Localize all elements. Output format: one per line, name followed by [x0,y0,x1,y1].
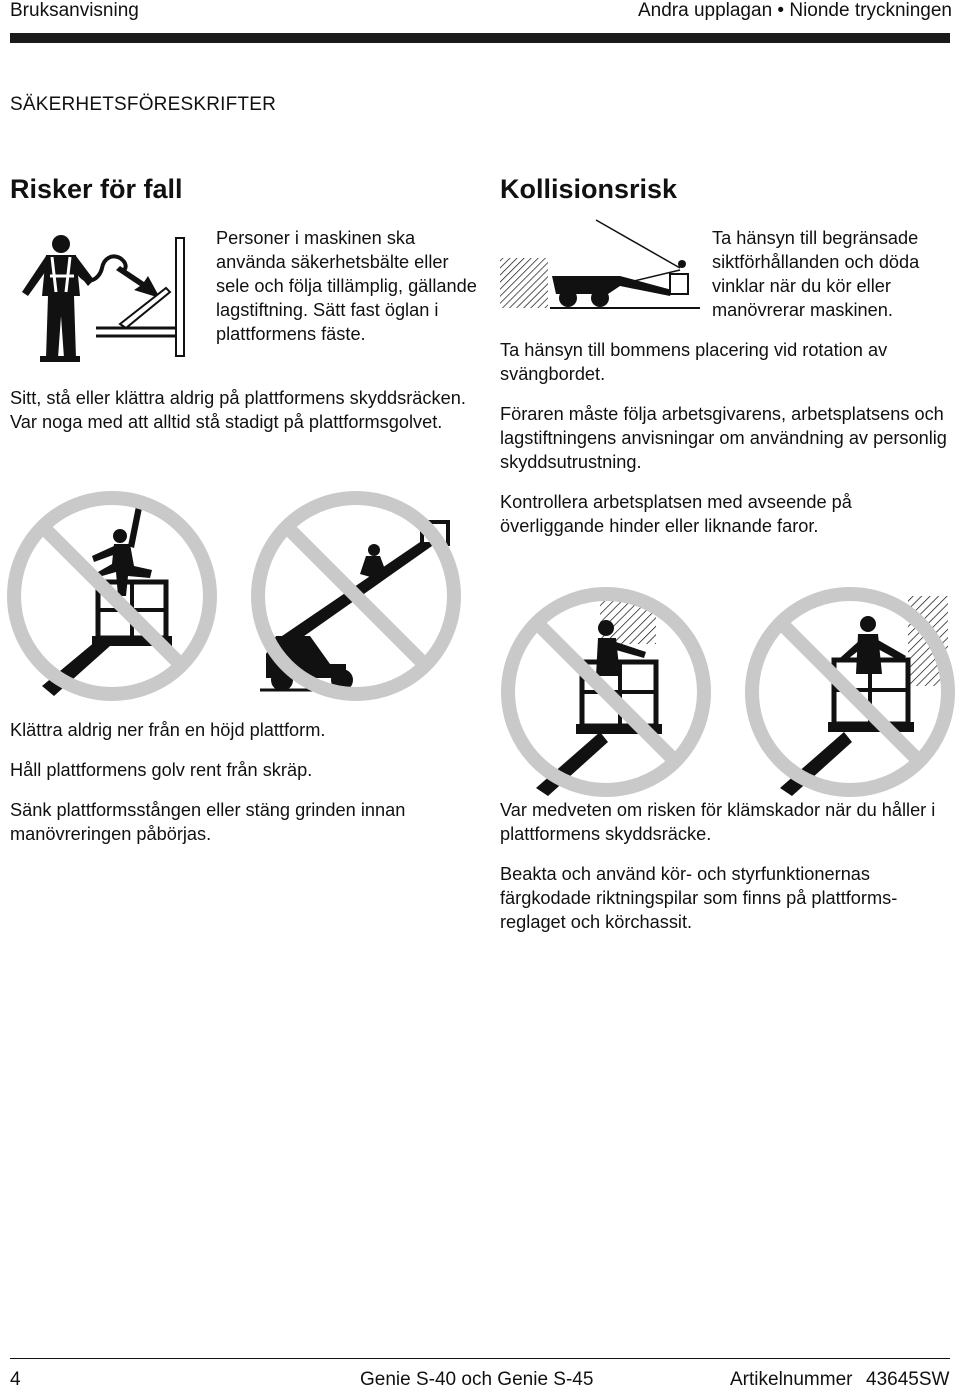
page-number: 4 [10,1369,21,1390]
no-standing-on-railing-icon [2,486,222,706]
rule-no-climbing-down: Klättra aldrig ner från en höjd plattform. [10,720,326,740]
heading-collision-risk: Kollisionsrisk [500,174,678,204]
no-overhead-collision-icon [496,582,716,802]
heading-fall-risk: Risker för fall [10,174,183,204]
header-edition: Andra upplagan • Nionde tryckningen [637,0,952,21]
overhead-hazard-text: Kontrollera arbetsplatsen med avseende på överliggande hinder eller liknande faror. [500,492,852,536]
harness-lanyard-icon [16,228,196,362]
operator-ppe-text: Föraren måste följa arbetsgivarens, arbetsplatsens och lagstiftningens anvisningar om användning av personlig skyddsutrustning. [500,404,947,472]
footer-model: Genie S-40 och Genie S-45 [360,1369,594,1390]
rule-clean-floor: Håll plattformens golv rent från skräp. [10,760,313,780]
footer-part-label: Artikelnummer [730,1369,853,1390]
header-rule [10,33,950,43]
rule-lower-bar: Sänk plattformsstången eller stäng grinden innan manövreringen påbörjas. [10,800,406,844]
crush-hazard-text: Var medveten om risken för klämskador när du håller i plattformens skyddsräcke. [500,800,936,844]
harness-text: Personer i maskinen ska använda säkerhetsbälte eller sele och följa tillämplig, gällande lagstiftning. Sätt fast öglan i plattformens fäste. [216,228,477,344]
boom-rotation-text: Ta hänsyn till bommens placering vid rotation av svängbordet. [500,340,888,384]
header-manual-title: Bruksanvisning [10,0,139,21]
visibility-text: Ta hänsyn till begränsade siktförhållanden och döda vinklar när du kör eller manövrerar maskinen. [712,228,920,320]
railing-text: Sitt, stå eller klättra aldrig på plattformens skyddsräcken. Var noga med att alltid stå stadigt på plattformsgolvet. [10,388,466,432]
blind-spot-machine-icon [500,218,700,314]
section-title: SÄKERHETSFÖRESKRIFTER [10,94,277,115]
no-crush-hazard-icon [740,582,960,802]
footer-part-number: 43645SW [866,1369,950,1390]
no-climbing-boom-icon [246,486,466,706]
direction-arrows-text: Beakta och använd kör- och styrfunktionernas färgkodade riktningspilar som finns på plattforms-reglaget och körchassit. [500,864,898,932]
footer-rule [10,1358,950,1359]
